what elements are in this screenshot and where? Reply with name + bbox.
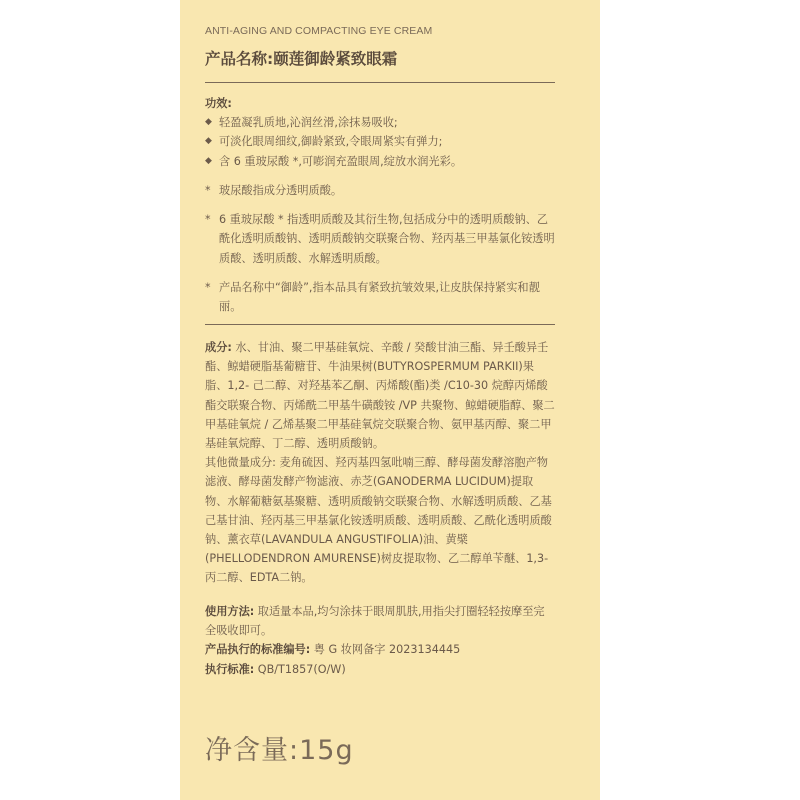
footnote-text: 产品名称中“御龄”,指本品具有紧致抗皱效果,让皮肤保持紧实和靓丽。 <box>219 280 540 314</box>
product-name-line <box>205 47 555 69</box>
standard-number-value: 粤 G 妆网备字 2023134445 <box>313 643 461 657</box>
asterisk-mark: * <box>205 213 211 227</box>
execution-standard-label: 执行标准: <box>205 662 255 676</box>
divider-top <box>205 82 555 83</box>
footnotes-section <box>205 181 555 326</box>
diamond-bullet-icon: ◆ <box>205 136 212 147</box>
footnote-text: 玻尿酸指成分透明质酸。 <box>219 184 343 197</box>
product-name-label: 产品名称: <box>205 50 274 68</box>
usage-label: 使用方法: <box>205 605 255 618</box>
efficacy-item <box>205 152 555 171</box>
efficacy-item-text: 轻盈凝乳质地,沁润丝滑,涂抹易吸收; <box>219 116 398 130</box>
ingredients-paragraph <box>205 338 555 453</box>
ingredients-text: 水、甘油、聚二甲基硅氧烷、辛酸 / 癸酸甘油三酯、异壬酸异壬酯、鲸蜡硬脂基葡糖苷、牛油果树(BUTYROSPERMUM PARKII)果脂、1,2- 己二醇、对羟基苯乙酮、丙烯酸(酯)类 /C10-30 烷醇丙烯酸酯交联聚合物、丙烯酰二甲基牛磺酸铵 /VP 共聚物、鲸蜡硬脂醇、聚二甲基硅氧烷 / 乙烯基聚二甲基硅氧烷交联聚合物、氨甲基丙醇、聚二甲基硅氧烷醇、丁二醇、透明质酸钠。 <box>205 341 555 451</box>
trace-ingredients-text: 麦角硫因、羟丙基四氢吡喃三醇、酵母菌发酵溶胞产物滤液、酵母菌发酵产物滤液、赤芝(GANODERMA LUCIDUM)提取物、水解葡糖氨基聚糖、透明质酸钠交联聚合物、水解透明质酸、乙基己基甘油、羟丙基三甲基氯化铵透明质酸、透明质酸、乙酰化透明质酸钠、薰衣草(LAVANDULA ANGUSTIFOLIA)油、黄檗(PHELLODENDRON AMURENSE)树皮提取物、乙二醇单苄醚、1,3- 丙二醇、EDTA二钠。 <box>205 456 552 585</box>
efficacy-item-text: 可淡化眼周细纹,御龄紧致,令眼周紧实有弹力; <box>219 135 443 149</box>
standard-number-label: 产品执行的标准编号: <box>205 643 311 657</box>
usage-paragraph <box>205 602 555 640</box>
efficacy-item <box>205 113 555 132</box>
ingredients-label: 成分: <box>205 341 232 354</box>
ingredients-section <box>205 338 555 588</box>
efficacy-item-text: 含 6 重玻尿酸 *,可嘭润充盈眼周,绽放水润光彩。 <box>219 154 463 168</box>
footnote <box>205 181 555 200</box>
footnote <box>205 210 555 268</box>
efficacy-section <box>205 94 555 171</box>
asterisk-mark: * <box>205 184 211 197</box>
execution-standard-value: QB/T1857(O/W) <box>257 662 346 676</box>
asterisk-mark: * <box>205 280 211 294</box>
footnote <box>205 278 555 316</box>
execution-standard-line <box>205 660 555 679</box>
diamond-bullet-icon: ◆ <box>205 117 212 128</box>
english-title: ANTI-AGING AND COMPACTING EYE CREAM <box>205 25 433 37</box>
usage-section <box>205 602 555 679</box>
efficacy-item <box>205 132 555 151</box>
divider-middle <box>205 324 555 325</box>
product-name: 颐莲御龄紧致眼霜 <box>273 50 398 68</box>
standard-number-line <box>205 640 555 659</box>
trace-ingredients-paragraph <box>205 453 555 587</box>
net-content: 净含量:15g <box>205 735 354 766</box>
usage-text: 取适量本品,均匀涂抹于眼周肌肤,用指尖打圈轻轻按摩至完全吸收即可。 <box>205 605 545 638</box>
efficacy-label: 功效: <box>205 97 232 110</box>
product-label-panel <box>180 0 600 800</box>
footnote-text: 6 重玻尿酸 * 指透明质酸及其衍生物,包括成分中的透明质酸钠、乙酰化透明质酸钠、透明质酸钠交联聚合物、羟丙基三甲基氯化铵透明质酸、透明质酸、水解透明质酸。 <box>219 213 555 265</box>
trace-ingredients-label: 其他微量成分: <box>205 456 276 470</box>
diamond-bullet-icon: ◆ <box>205 155 212 166</box>
